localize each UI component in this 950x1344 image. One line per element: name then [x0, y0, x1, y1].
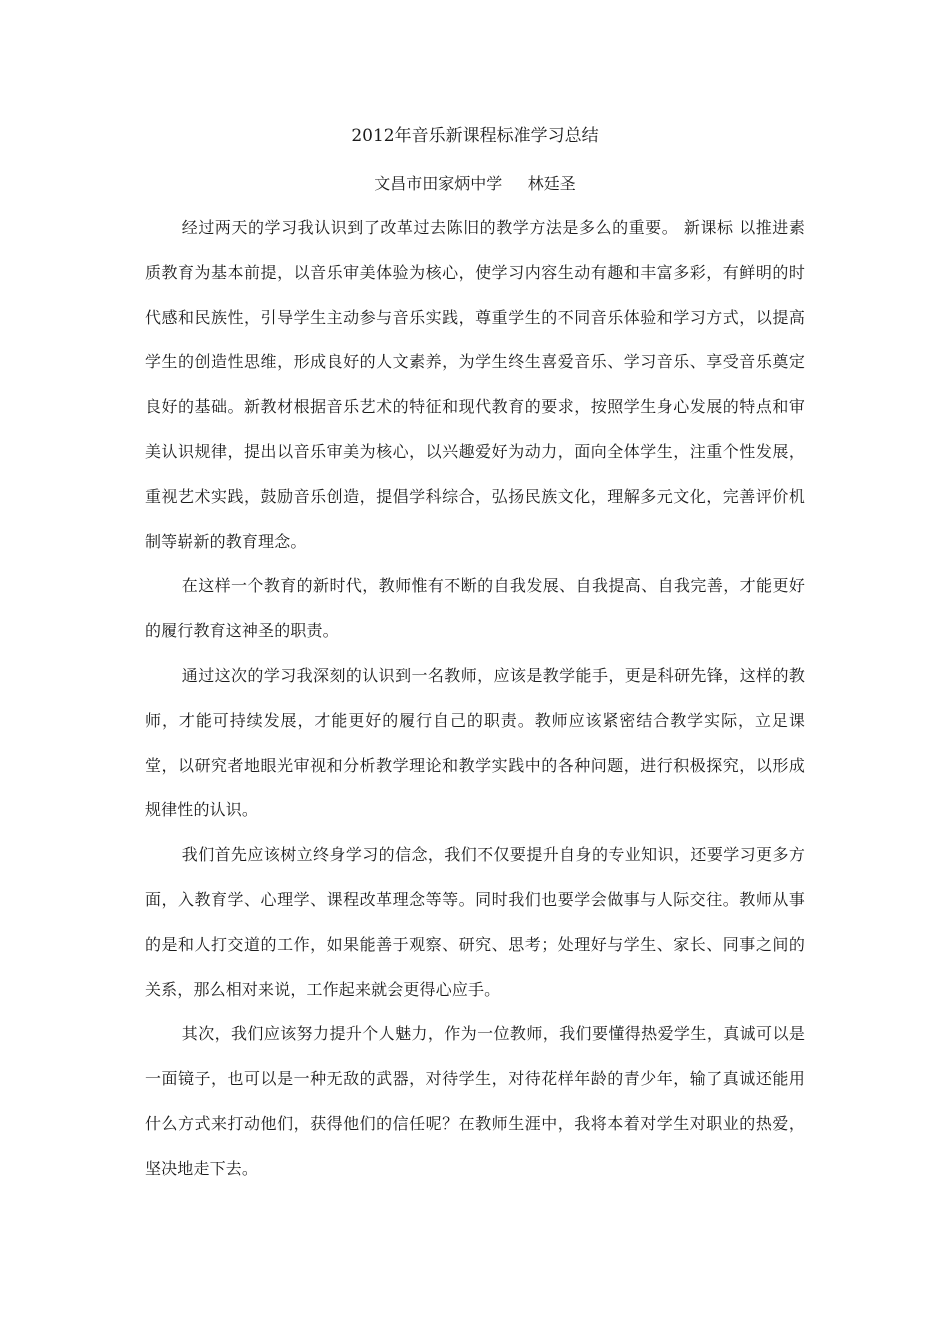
paragraph-5: 其次，我们应该努力提升个人魅力，作为一位教师，我们要懂得热爱学生，真诚可以是一面镜子，也可以是一种无敌的武器，对待学生，对待花样年龄的青少年，输了真诚还能用什么方式来打动他们，获得他们的信任呢？在教师生涯中，我将本着对学生对职业的热爱，坚决地走下去。: [145, 1024, 805, 1178]
paragraph-4: 我们首先应该树立终身学习的信念，我们不仅要提升自身的专业知识，还要学习更多方面，入教育学、心理学、课程改革理念等等。同时我们也要学会做事与人际交往。教师从事的是和人打交道的工作，如果能善于观察、研究、思考；处理好与学生、家长、同事之间的关系，那么相对来说，工作起来就会更得心应手。: [145, 845, 805, 999]
document-body: [145, 206, 805, 1192]
document-title: 2012年音乐新课程标准学习总结: [351, 126, 599, 146]
paragraph-3: 通过这次的学习我深刻的认识到一名教师，应该是教学能手，更是科研先锋，这样的教师，才能可持续发展，才能更好的履行自己的职责。教师应该紧密结合教学实际，立足课堂，以研究者地眼光审视和分析教学理论和教学实践中的各种问题，进行积极探究，以形成规律性的认识。: [145, 665, 805, 820]
paragraph-2: 在这样一个教育的新时代，教师惟有不断的自我发展、自我提高、自我完善，才能更好的履行教育这神圣的职责。: [145, 576, 805, 641]
paragraph-1: 经过两天的学习我认识到了改革过去陈旧的教学方法是多么的重要。 新课标 以推进素质教育为基本前提，以音乐审美体验为核心，使学习内容生动有趣和丰富多彩，有鲜明的时代感和民族性，引导学生主动参与音乐实践，尊重学生的不同音乐体验和学习方式，以提高学生的创造性思维，形成良好的人文素养，为学生终生喜爱音乐、学习音乐、享受音乐奠定良好的基础。新教材根据音乐艺术的特征和现代教育的要求，按照学生身心发展的特点和审美认识规律，提出以音乐审美为核心，以兴趣爱好为动力，面向全体学生，注重个性发展，重视艺术实践，鼓励音乐创造，提倡学科综合，弘扬民族文化，理解多元文化，完善评价机制等崭新的教育理念。: [145, 218, 805, 551]
author-line: 文昌市田家炳中学 林廷圣: [374, 174, 576, 193]
